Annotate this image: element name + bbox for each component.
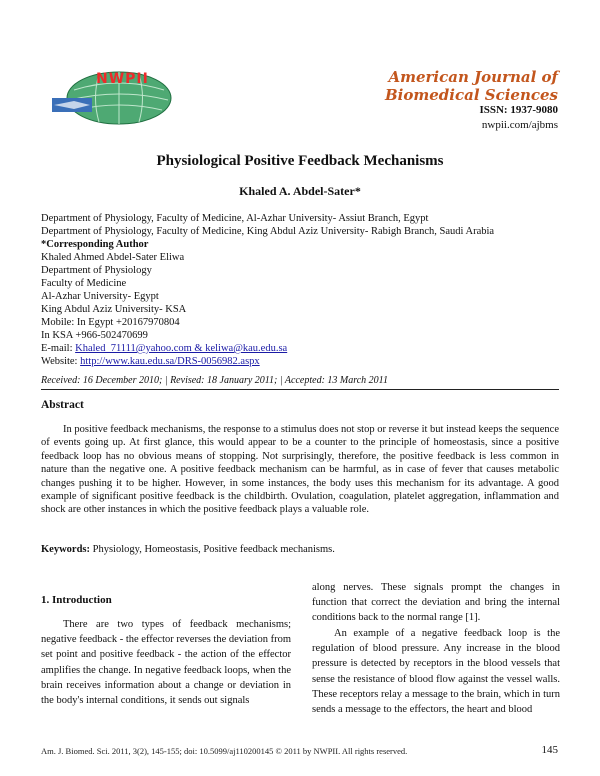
- university: Al-Azhar University- Egypt: [41, 291, 159, 302]
- divider: [41, 389, 559, 390]
- right-paragraph-1: along nerves. These signals prompt the changes in function that correct the deviation and bring the internal conditions back to the normal range [1].: [312, 582, 560, 624]
- affiliation-line-1: Department of Physiology, Faculty of Medicine, Al-Azhar University- Assiut Branch, Egypt: [41, 213, 429, 224]
- keywords: [41, 544, 335, 555]
- right-paragraph-2: An example of a negative feedback loop is the regulation of blood pressure. Any increase in the blood pressure is detected by receptors in the blood vessels that sense the resistance of blood flow against the vessel walls. These receptors relay a message to the brain, which in turn sends a message to the effectors, the heart and blood: [312, 628, 560, 716]
- corresponding-author-label: *Corresponding Author: [41, 239, 149, 250]
- intro-paragraph-1: There are two types of feedback mechanisms; negative feedback - the effector reverses the deviation from set point and positive feedback - the action of the effector amplifies the change. In negative feedback loops, when the brain receives information about a change or deviation in the body's internal conditions, it sends out signals: [41, 619, 291, 707]
- email-label: E-mail:: [41, 343, 73, 354]
- email-line: [41, 342, 287, 355]
- journal-title-line2: Biomedical Sciences: [385, 86, 558, 104]
- issn: ISSN: 1937-9080: [479, 104, 558, 116]
- abstract-body: In positive feedback mechanisms, the response to a stimulus does not stop or reverse it but instead keeps the sequence of events going up. At first glance, this would appear to be a counter to the principle of homeostasis, since a positive feedback loop has no obvious means of stopping. Not surprisingly, therefore, the positive feedback is less common in nature than the negative one. A positive feedback mechanism can be harmful, as in case of fever that causes metabolic changes pushing it to be higher. However, in some instances, the body uses this mechanism for its advantage. A good example of significant positive feedback is the childbirth. Ovulation, coagulation, platelet aggregation, inflammation and shock are other instances in which the positive feedback plays a valuable role.: [41, 424, 559, 516]
- mobile-number: Mobile: In Egypt +20167970804: [41, 317, 180, 328]
- keywords-label: Keywords:: [41, 544, 90, 555]
- page-number: 145: [541, 744, 558, 756]
- faculty: Faculty of Medicine: [41, 278, 127, 289]
- website-link[interactable]: http://www.kau.edu.sa/DRS-0056982.aspx: [80, 356, 260, 367]
- abstract-heading: Abstract: [41, 399, 84, 411]
- affiliation-line-2: Department of Physiology, Faculty of Medicine, King Abdul Aziz University- Rabigh Branch, Saudi Arabia: [41, 226, 495, 237]
- author: Khaled A. Abdel-Sater*: [239, 184, 361, 198]
- journal-url: nwpii.com/ajbms: [481, 119, 558, 131]
- email-link[interactable]: Khaled_71111@yahoo.com & keliwa@kau.edu.sa: [75, 343, 288, 354]
- journal-title-line1: American Journal of: [388, 68, 558, 86]
- website-line: [41, 355, 260, 368]
- university-2: King Abdul Aziz University- KSA: [41, 304, 187, 315]
- ksa-phone: In KSA +966-502470699: [41, 330, 148, 341]
- website-label: Website:: [41, 356, 78, 367]
- logo-text: NWPII: [96, 71, 149, 87]
- paper-title: Physiological Positive Feedback Mechanisms: [156, 153, 444, 169]
- introduction-heading: 1. Introduction: [41, 594, 112, 606]
- department: Department of Physiology: [41, 265, 152, 276]
- publication-dates: Received: 16 December 2010; | Revised: 18 January 2011; | Accepted: 13 March 2011: [41, 375, 388, 386]
- footer-citation: Am. J. Biomed. Sci. 2011, 3(2), 145-155; doi: 10.5099/aj110200145 © 2011 by NWPII. All rights reserved.: [41, 746, 408, 756]
- journal-title: [318, 68, 558, 104]
- author-full-name: Khaled Ahmed Abdel-Sater Eliwa: [41, 252, 185, 263]
- journal-logo: [44, 68, 194, 126]
- keywords-value: Physiology, Homeostasis, Positive feedback mechanisms.: [92, 544, 335, 555]
